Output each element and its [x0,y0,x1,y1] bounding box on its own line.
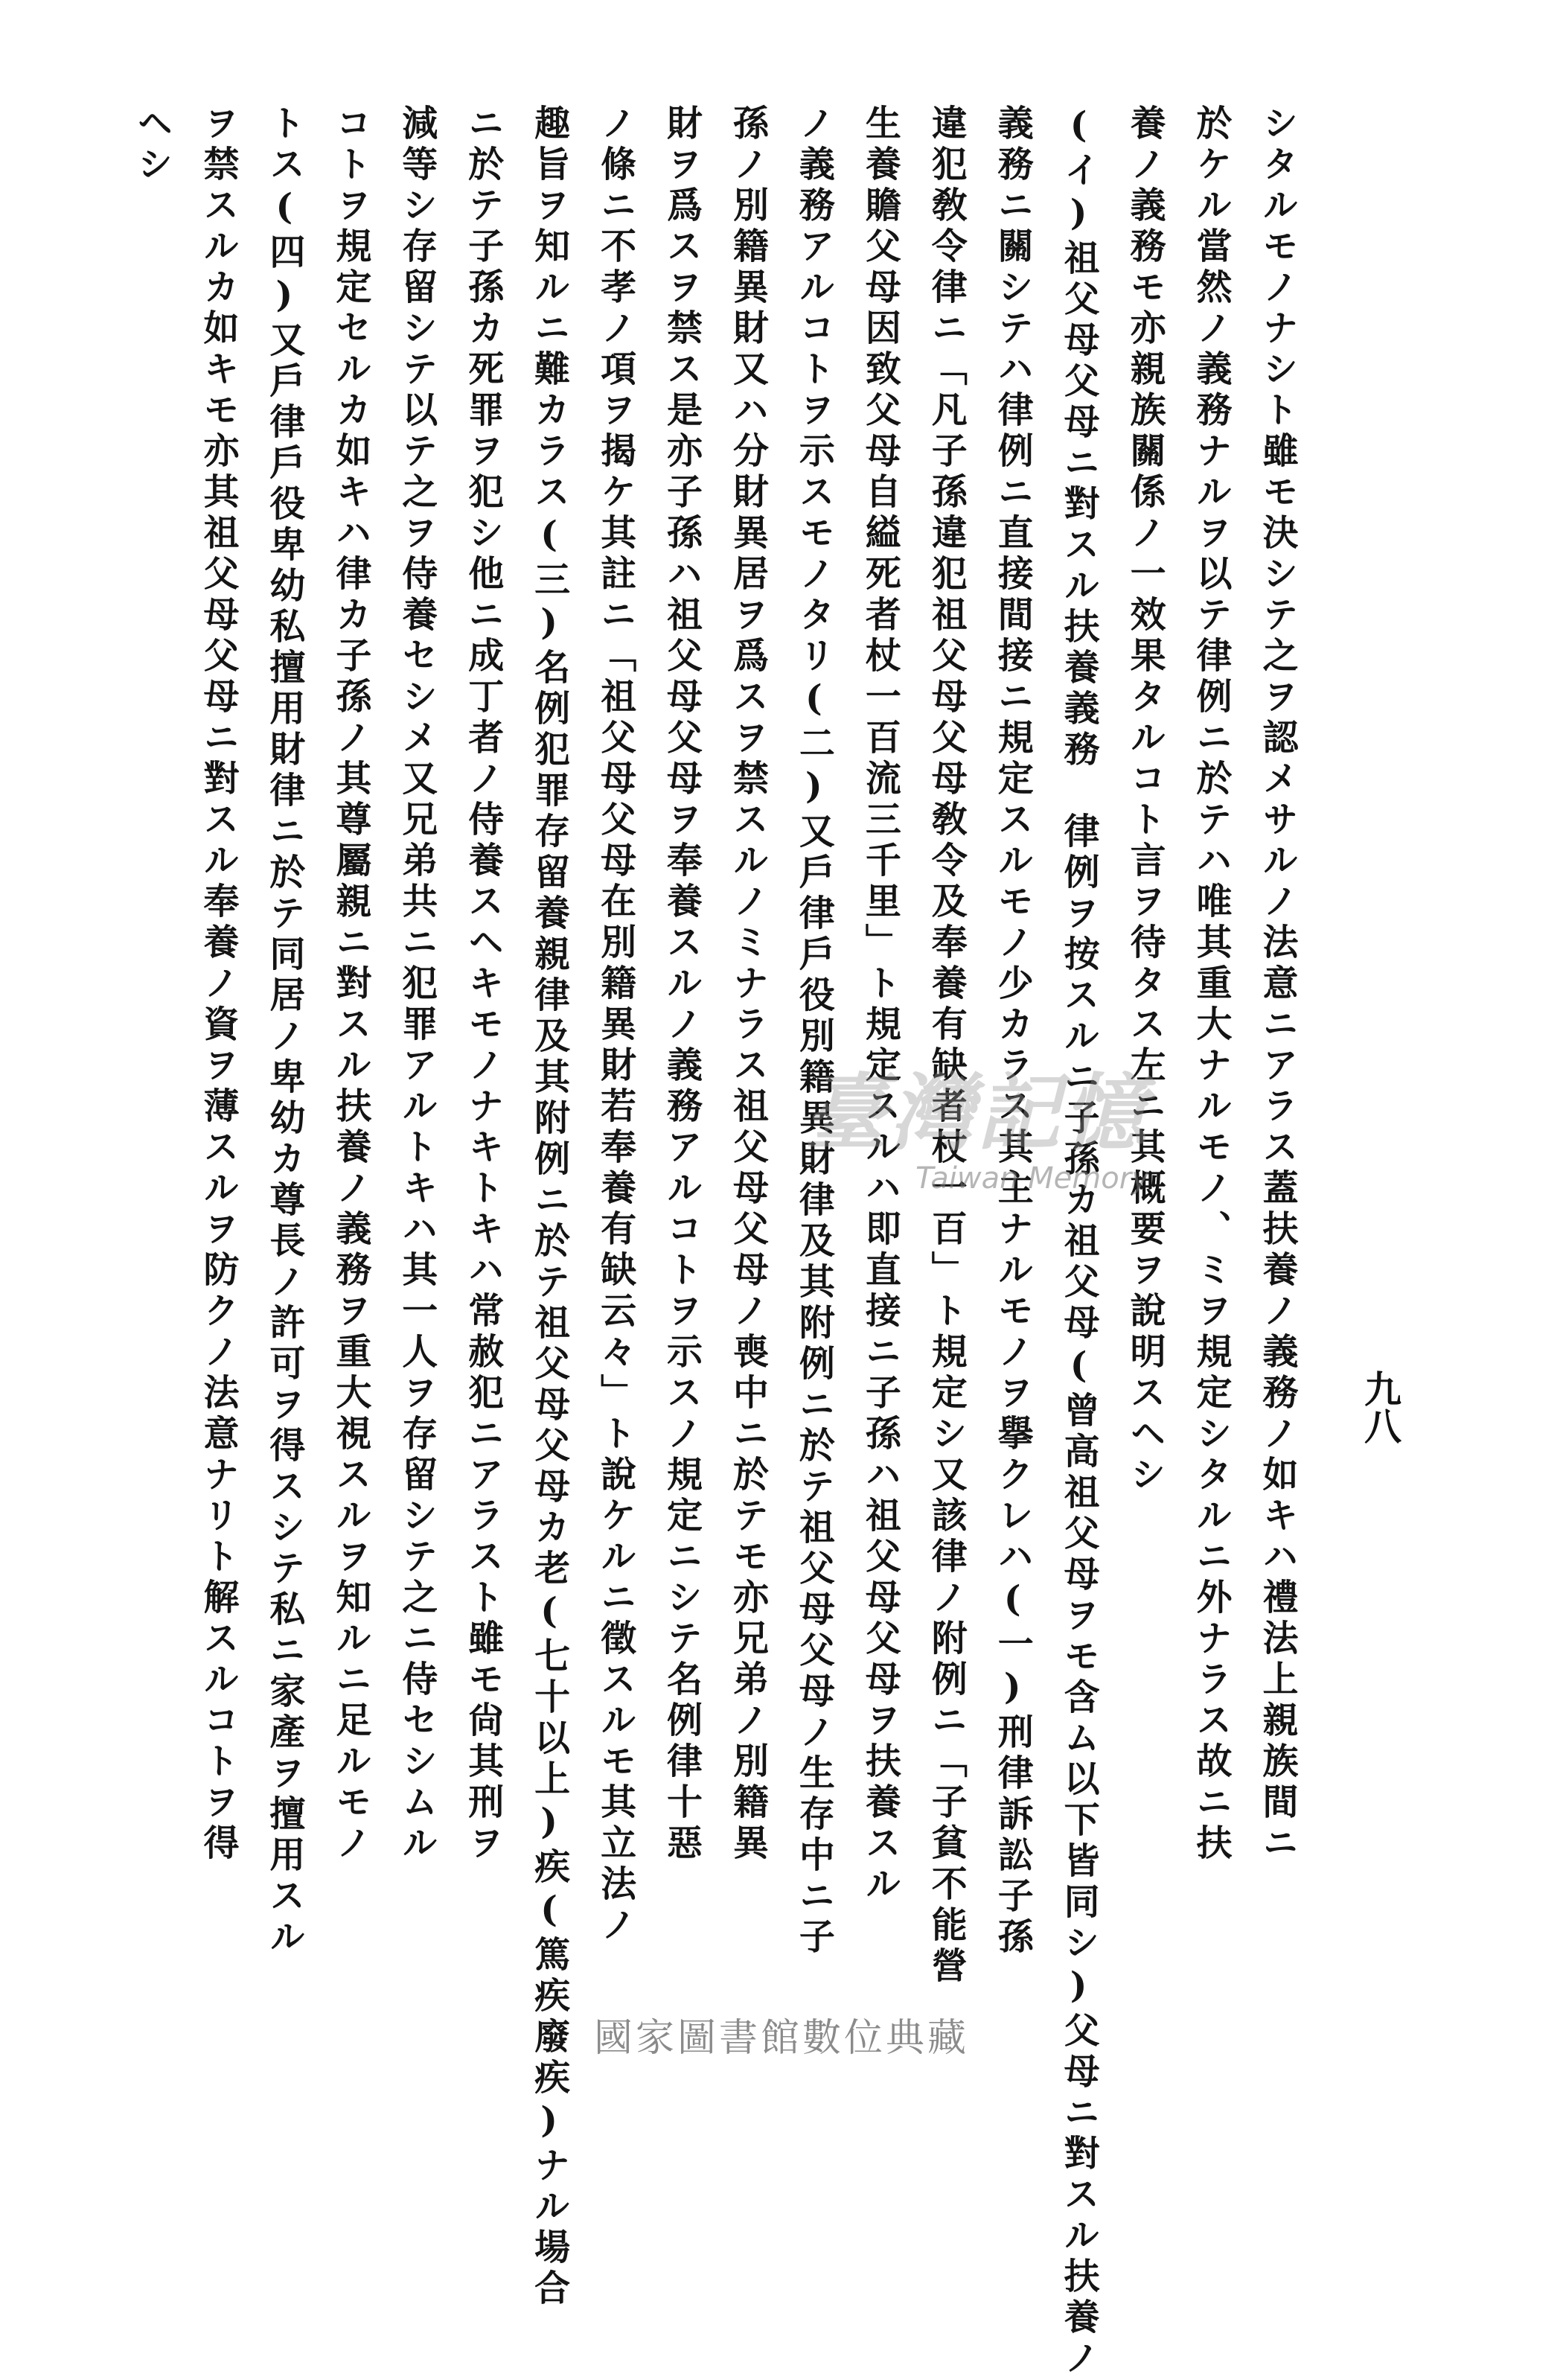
text-column: ニ於テ子孫カ死罪ヲ犯シ他ニ成丁者ノ侍養スヘキモノナキトキハ常赦犯ニアラスト雖モ尙其刑ヲ [461,104,504,1865]
text-column: ノ義務アルコトヲ示スモノタリ(二)又戶律戶役別籍異財律及其附例ニ於テ祖父母父母ノ生存中ニ子 [793,104,835,1959]
page-number: 九八 [1358,1370,1402,1444]
text-column: コトヲ規定セルカ如キハ律カ子孫ノ其尊屬親ニ對スル扶養ノ義務ヲ重大視スルヲ知ルニ足ルモノ [329,104,371,1865]
text-column: 於ケル當然ノ義務ナルヲ以テ律例ニ於テハ唯其重大ナルモノ、ミヲ規定シタルニ外ナラス故ニ扶 [1190,104,1232,1865]
text-column: シタルモノナシト雖モ決シテ之ヲ認メサルノ法意ニアラス蓋扶養ノ義務ノ如キハ禮法上親族間ニ [1256,104,1298,1865]
text-column: 減等シ存留シテ以テ之ヲ侍養セシメ又兄弟共ニ犯罪アルトキハ其一人ヲ存留シテ之ニ侍セシムル [395,104,438,1865]
text-column: 義務ニ關シテハ律例ニ直接間接ニ規定スルモノ少カラス其主ナルモノヲ擧クレハ(一)刑律訴訟子孫 [991,104,1034,1959]
text-column: (イ)祖父母父母ニ對スル扶養義務 律例ヲ按スルニ子孫カ祖父母(曾高祖父母ヲモ含ム以下皆同シ)父母ニ對スル扶養ノ [1058,104,1100,2380]
text-column: 生養贍父母因致父母自縊死者杖一百流三千里」ト規定スルハ即直接ニ子孫ハ祖父母父母ヲ扶養スル [859,104,901,1906]
watermark-latin-text: Taiwan Memory [915,1161,1149,1196]
text-column: 財ヲ爲スヲ禁ス是亦子孫ハ祖父母父母ヲ奉養スルノ義務アルコトヲ示スノ規定ニシテ名例律十惡 [660,104,703,1865]
text-column: 趣旨ヲ知ルニ難カラス(三)名例犯罪存留養親律及其附例ニ於テ祖父母父母カ老(七十以上)疾(篤疾廢疾)ナル場合 [528,104,570,2310]
library-footer-mark: 國家圖書館數位典藏 [593,2016,969,2061]
text-column: ノ條ニ不孝ノ項ヲ揭ケ其註ニ「祖父母父母在別籍異財若奉養有缺云々」ト說ケルニ徵スルモ其立法ノ [594,104,636,1947]
text-column: トス(四)又戶律戶役卑幼私擅用財律ニ於テ同居ノ卑幼カ尊長ノ許可ヲ得スシテ私ニ家產ヲ擅用スル [263,104,305,1959]
text-column: 養ノ義務モ亦親族關係ノ一效果タルコト言ヲ待タス左ニ其概要ヲ說明スヘシ [1124,104,1166,1496]
text-column: 孫ノ別籍異財又ハ分財異居ヲ爲スヲ禁スルノミナラス祖父母父母ノ喪中ニ於テモ亦兄弟ノ別籍異 [726,104,769,1865]
text-column: 違犯敎令律ニ「凡子孫違犯祖父母父母敎令及奉養有缺者杖一百」ト規定シ又該律ノ附例ニ「子貧不能營 [925,104,968,1988]
text-column: ヘシ [131,104,173,186]
text-column: ヲ禁スルカ如キモ亦其祖父母父母ニ對スル奉養ノ資ヲ薄スルヲ防クノ法意ナリト解スルコトヲ得 [196,104,239,1865]
watermark-logo-text: 臺灣記憶 [804,1065,1149,1162]
